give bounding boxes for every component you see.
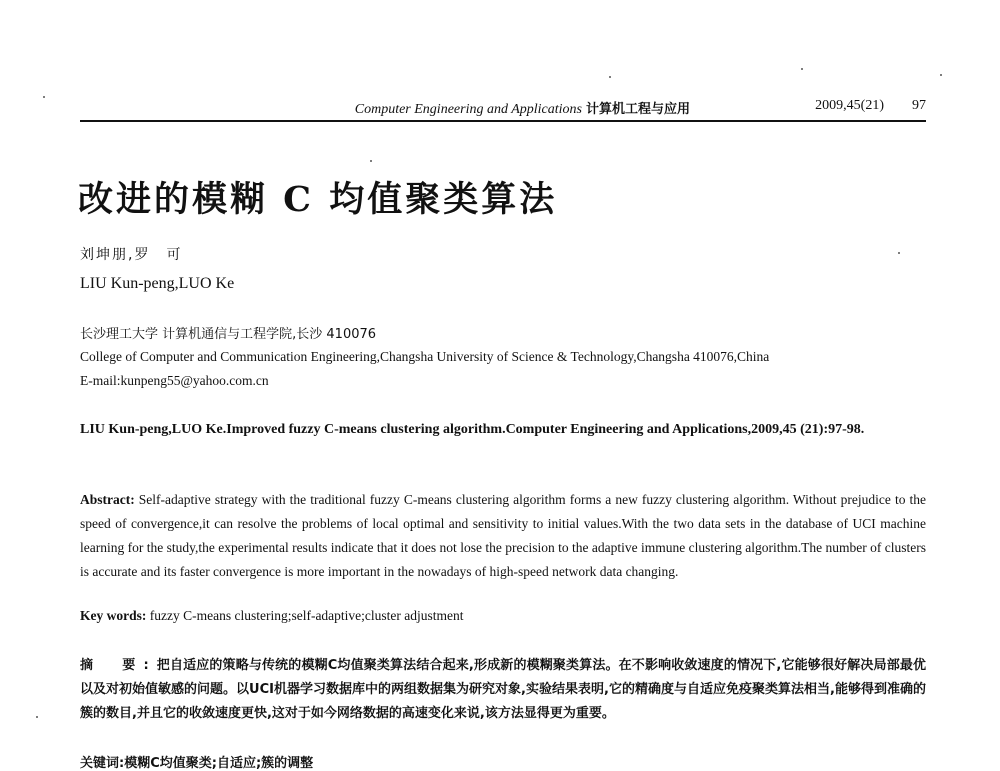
keywords-en: [80, 608, 926, 624]
authors-cn: 刘坤朋,罗 可: [80, 247, 183, 263]
journal-name: [355, 98, 690, 118]
scan-speck: [609, 76, 611, 78]
paper-title: 改进的模糊 C 均值聚类算法: [78, 179, 558, 220]
journal-name-cn: 计算机工程与应用: [585, 102, 690, 117]
abstract-text: Self-adaptive strategy with the traditional fuzzy C-means clustering algorithm forms a new fuzzy clustering algorithm. Without prejudice to the speed of convergence,it can resolve the problems of local optimal and sensitivity to initial values.With the two data sets in the database of UCI machine learning for the study,the experimental results indicate that it does not lose the precision to the adaptive immune clustering algorithm.The number of clusters is accurate and its faster convergence is more important in the nowadays of high-speed network data changing.: [80, 492, 927, 579]
abstract-cn-text: 把自适应的策略与传统的模糊C均值聚类算法结合起来,形成新的模糊聚类算法。在不影响收敛速度的情况下,它能够很好解决局部最优以及对初始值敏感的问题。以UCI机器学习数据库中的两组数据集为研究对象,实验结果表明,它的精确度与自适应免疫聚类算法相当,能够得到准确的簇的数目,并且它的收敛速度更快,这对于如今网络数据的高速变化来说,该方法显得更为重要。: [80, 658, 927, 721]
running-header: [80, 96, 926, 118]
affiliation-en: College of Computer and Communication Engineering,Changsha University of Science & Technology,Changsha 410076,China: [80, 349, 770, 364]
scan-speck: [370, 160, 372, 162]
issue-info: 2009,45(21): [815, 98, 884, 113]
scan-speck: [898, 252, 900, 254]
page-number: 97: [912, 98, 926, 113]
abstract-cn: [80, 654, 926, 726]
authors-en: LIU Kun-peng,LUO Ke: [80, 275, 235, 292]
author-email: E-mail:kunpeng55@yahoo.com.cn: [80, 373, 269, 388]
keywords-cn-label: 关键词:: [80, 756, 125, 771]
scan-speck: [36, 716, 38, 718]
scan-speck: [801, 68, 803, 70]
keywords-label: Key words:: [80, 608, 147, 623]
header-rule: [80, 120, 926, 122]
abstract-label: Abstract:: [80, 492, 135, 507]
abstract-en: [80, 488, 926, 584]
journal-name-en: Computer Engineering and Applications: [354, 102, 582, 117]
scan-speck: [940, 74, 942, 76]
keywords-cn: [80, 752, 313, 771]
keywords-text: fuzzy C-means clustering;self-adaptive;cluster adjustment: [149, 608, 464, 623]
citation: LIU Kun-peng,LUO Ke.Improved fuzzy C-means clustering algorithm.Computer Engineering and Applications,2009,45 (21):97-98.: [80, 422, 865, 437]
scan-speck: [43, 96, 45, 98]
affiliation-cn: 长沙理工大学 计算机通信与工程学院,长沙 410076: [80, 327, 377, 342]
keywords-cn-text: 模糊C均值聚类;自适应;簇的调整: [124, 756, 314, 771]
abstract-cn-label: 摘 要:: [80, 658, 157, 673]
